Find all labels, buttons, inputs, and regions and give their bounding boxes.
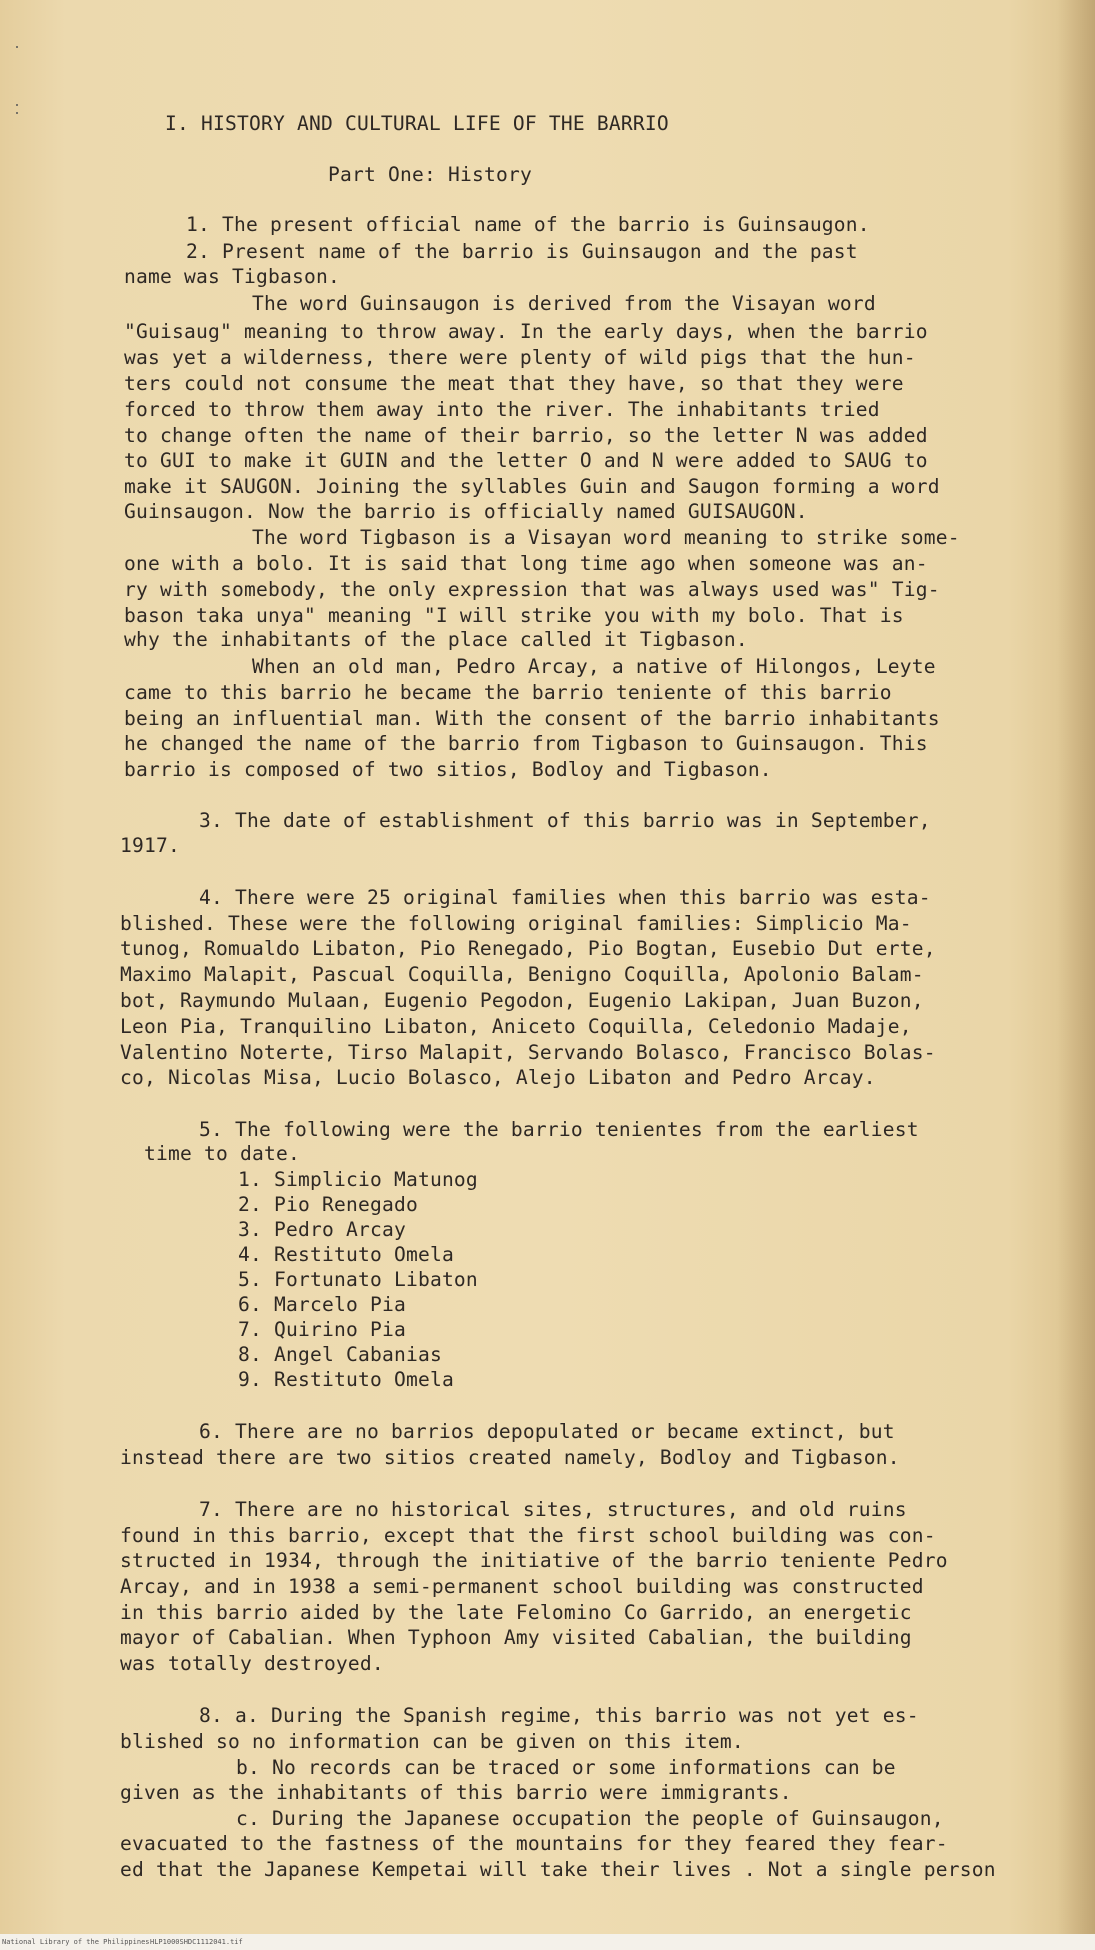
- text-line: make it SAUGON. Joining the syllables Guin and Saugon forming a word: [124, 475, 940, 498]
- text-line: one with a bolo. It is said that long time ago when someone was an-: [124, 552, 928, 575]
- page-edge-shadow: [1057, 0, 1095, 1950]
- footer-source: National Library of the Philippines: [2, 1938, 150, 1946]
- text-line: blished so no information can be given on this item.: [120, 1730, 744, 1753]
- text-line: Maximo Malapit, Pascual Coquilla, Benigno Coquilla, Apolonio Balam-: [120, 963, 924, 986]
- text-line: Valentino Noterte, Tirso Malapit, Servando Bolasco, Francisco Bolas-: [120, 1041, 936, 1064]
- text-line: 6. There are no barrios depopulated or became extinct, but: [199, 1420, 895, 1443]
- text-line: ed that the Japanese Kempetai will take their lives . Not a single person: [120, 1858, 996, 1881]
- list-item: 5. Fortunato Libaton: [238, 1268, 478, 1291]
- text-line: being an influential man. With the consent of the barrio inhabitants: [124, 707, 940, 730]
- scan-footer-strip: [0, 1934, 1095, 1950]
- text-line: Leon Pia, Tranquilino Libaton, Aniceto Coquilla, Celedonio Madaje,: [120, 1015, 912, 1038]
- list-item: 9. Restituto Omela: [238, 1368, 454, 1391]
- text-line: in this barrio aided by the late Felomino Co Garrido, an energetic: [120, 1601, 912, 1624]
- text-line: barrio is composed of two sitios, Bodloy and Tigbason.: [124, 758, 772, 781]
- text-line: name was Tigbason.: [124, 265, 340, 288]
- text-line: came to this barrio he became the barrio teniente of this barrio: [124, 681, 892, 704]
- text-line: bot, Raymundo Mulaan, Eugenio Pegodon, Eugenio Lakipan, Juan Buzon,: [120, 989, 924, 1012]
- list-item: 7. Quirino Pia: [238, 1318, 406, 1341]
- list-item: 2. Pio Renegado: [238, 1193, 418, 1216]
- text-line: evacuated to the fastness of the mountains for they feared they fear-: [120, 1832, 948, 1855]
- text-line: time to date.: [144, 1142, 300, 1165]
- text-line: to GUI to make it GUIN and the letter O and N were added to SAUG to: [124, 449, 928, 472]
- list-item: 3. Pedro Arcay: [238, 1218, 406, 1241]
- text-line: Guinsaugon. Now the barrio is officially named GUISAUGON.: [124, 500, 808, 523]
- text-line: ters could not consume the meat that they have, so that they were: [124, 372, 904, 395]
- text-line: blished. These were the following original families: Simplicio Ma-: [120, 912, 912, 935]
- scan-mark: [16, 46, 18, 48]
- text-line: "Guisaug" meaning to throw away. In the early days, when the barrio: [124, 320, 928, 343]
- text-line: tunog, Romualdo Libaton, Pio Renegado, Pio Bogtan, Eusebio Dut erte,: [120, 937, 936, 960]
- text-line: was totally destroyed.: [120, 1652, 384, 1675]
- text-line: structed in 1934, through the initiative of the barrio teniente Pedro: [120, 1549, 948, 1572]
- text-line: 3. The date of establishment of this barrio was in September,: [199, 809, 931, 832]
- text-line: 5. The following were the barrio tenientes from the earliest: [199, 1118, 919, 1141]
- text-line: The word Guinsaugon is derived from the Visayan word: [252, 292, 876, 315]
- text-line: 7. There are no historical sites, structures, and old ruins: [199, 1498, 907, 1521]
- text-line: to change often the name of their barrio, so the letter N was added: [124, 424, 928, 447]
- text-line: When an old man, Pedro Arcay, a native of Hilongos, Leyte: [252, 655, 936, 678]
- text-line: c. During the Japanese occupation the people of Guinsaugon,: [236, 1807, 944, 1830]
- text-line: 1917.: [120, 834, 180, 857]
- text-line: The word Tigbason is a Visayan word meaning to strike some-: [252, 526, 960, 549]
- text-line: found in this barrio, except that the first school building was con-: [120, 1524, 936, 1547]
- list-item: 1. Simplicio Matunog: [238, 1168, 478, 1191]
- text-line: ry with somebody, the only expression that was always used was" Tig-: [124, 578, 940, 601]
- text-line: why the inhabitants of the place called it Tigbason.: [124, 628, 748, 651]
- text-line: 4. There were 25 original families when this barrio was esta-: [199, 886, 931, 909]
- text-line: was yet a wilderness, there were plenty of wild pigs that the hun-: [124, 346, 916, 369]
- text-line: instead there are two sitios created namely, Bodloy and Tigbason.: [120, 1446, 900, 1469]
- text-line: co, Nicolas Misa, Lucio Bolasco, Alejo Libaton and Pedro Arcay.: [120, 1066, 876, 1089]
- text-line: Arcay, and in 1938 a semi-permanent school building was constructed: [120, 1575, 924, 1598]
- text-line: forced to throw them away into the river. The inhabitants tried: [124, 398, 880, 421]
- text-line: b. No records can be traced or some informations can be: [236, 1756, 896, 1779]
- list-item: 6. Marcelo Pia: [238, 1293, 406, 1316]
- text-line: 2. Present name of the barrio is Guinsaugon and the past: [186, 240, 858, 263]
- scan-mark: [16, 112, 18, 114]
- text-line: bason taka unya" meaning "I will strike you with my bolo. That is: [124, 604, 904, 627]
- text-line: given as the inhabitants of this barrio were immigrants.: [120, 1781, 792, 1804]
- document-title: I. HISTORY AND CULTURAL LIFE OF THE BARRIO: [165, 112, 669, 135]
- text-line: he changed the name of the barrio from Tigbason to Guinsaugon. This: [124, 732, 928, 755]
- text-line: mayor of Cabalian. When Typhoon Amy visited Cabalian, the building: [120, 1626, 912, 1649]
- section-subtitle: Part One: History: [328, 163, 532, 186]
- footer-filename: HLP1000SHDC1112041.tif: [150, 1938, 243, 1946]
- text-line: 8. a. During the Spanish regime, this barrio was not yet es-: [199, 1704, 919, 1727]
- text-line: 1. The present official name of the barrio is Guinsaugon.: [186, 213, 870, 236]
- list-item: 8. Angel Cabanias: [238, 1343, 442, 1366]
- scan-mark: [16, 104, 18, 106]
- list-item: 4. Restituto Omela: [238, 1243, 454, 1266]
